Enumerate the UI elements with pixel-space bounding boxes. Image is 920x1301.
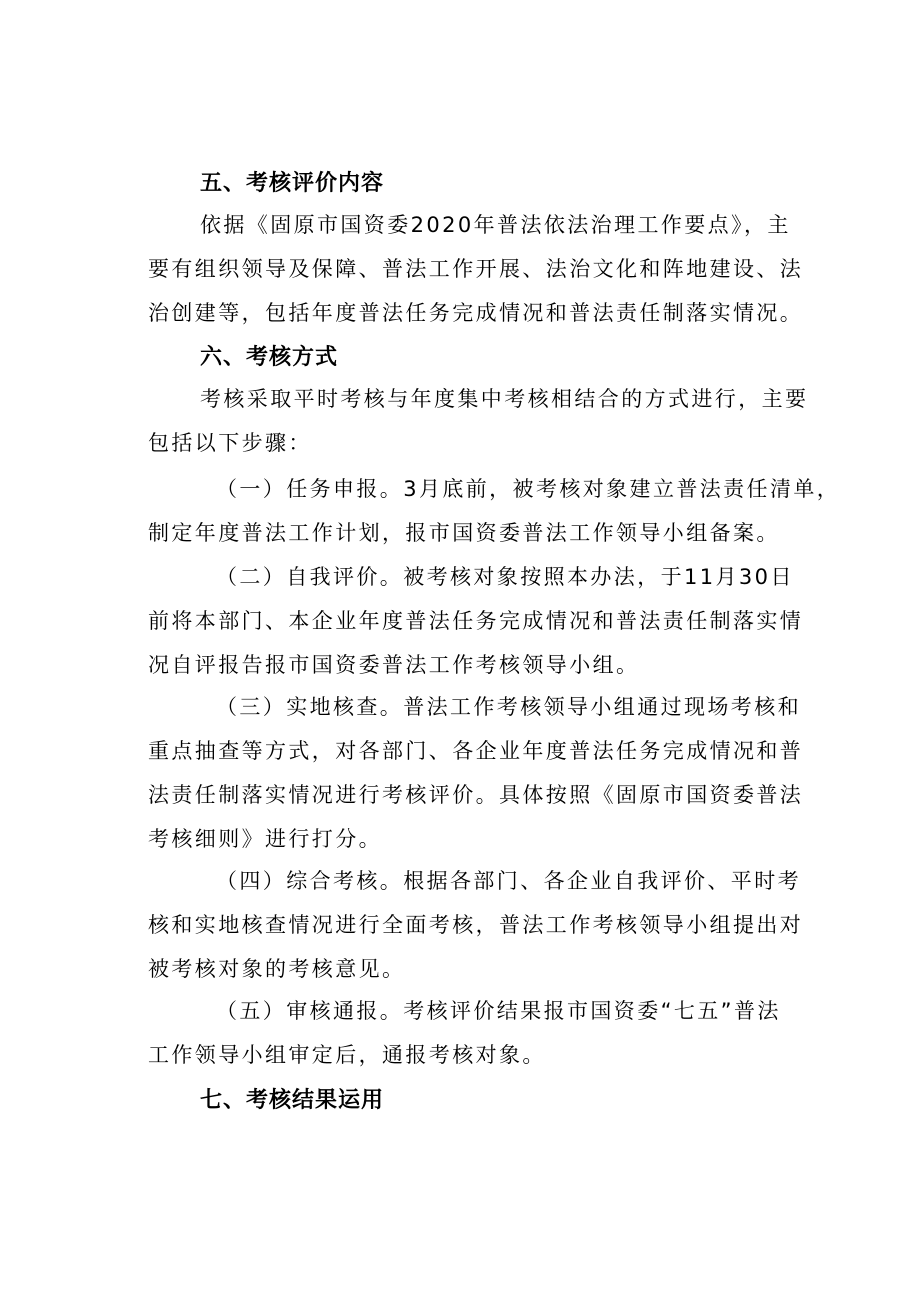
paragraph-line: （五）审核通报。考核评价结果报市国资委“七五”普法 [216, 999, 781, 1023]
step-five-paragraph [148, 989, 800, 1077]
paragraph-line: 工作领导小组审定后，通报考核对象。 [148, 1043, 546, 1067]
paragraph-line: 前将本部门、本企业年度普法任务完成情况和普法责任制落实情 [148, 609, 804, 633]
section-five-paragraph [148, 203, 804, 335]
paragraph-line: 考核采取平时考核与年度集中考核相结合的方式进行，主要 [200, 387, 809, 411]
paragraph-line: 考核细则》进行打分。 [148, 827, 382, 851]
paragraph-line: 重点抽查等方式，对各部门、各企业年度普法任务完成情况和普 [148, 739, 804, 763]
step-one-paragraph [148, 467, 841, 555]
paragraph-line: 要有组织领导及保障、普法工作开展、法治文化和阵地建设、法 [148, 257, 804, 281]
paragraph-line: 法责任制落实情况进行考核评价。具体按照《固原市国资委普法 [148, 783, 804, 807]
paragraph-line: （一）任务申报。3月底前，被考核对象建立普法责任清单， [216, 477, 841, 501]
step-two-paragraph [148, 555, 804, 687]
paragraph-line: 包括以下步骤： [148, 431, 312, 455]
paragraph-line: （二）自我评价。被考核对象按照本办法，于11月30日 [216, 565, 794, 589]
step-four-paragraph [148, 859, 804, 991]
paragraph-line: 治创建等，包括年度普法任务完成情况和普法责任制落实情况。 [148, 301, 804, 325]
paragraph-line: （四）综合考核。根据各部门、各企业自我评价、平时考 [216, 869, 801, 893]
section-heading-five: 五、考核评价内容 [200, 171, 385, 196]
section-heading-seven: 七、考核结果运用 [200, 1088, 385, 1113]
paragraph-line: 况自评报告报市国资委普法工作考核领导小组。 [148, 653, 640, 677]
section-heading-six: 六、考核方式 [200, 345, 339, 370]
section-six-intro [148, 377, 809, 465]
step-three-paragraph [148, 685, 804, 861]
paragraph-line: （三）实地核查。普法工作考核领导小组通过现场考核和 [216, 695, 801, 719]
paragraph-line: 被考核对象的考核意见。 [148, 957, 406, 981]
paragraph-line: 制定年度普法工作计划，报市国资委普法工作领导小组备案。 [148, 521, 780, 545]
paragraph-line: 依据《固原市国资委2020年普法依法治理工作要点》，主 [200, 213, 791, 237]
paragraph-line: 核和实地核查情况进行全面考核，普法工作考核领导小组提出对 [148, 913, 804, 937]
